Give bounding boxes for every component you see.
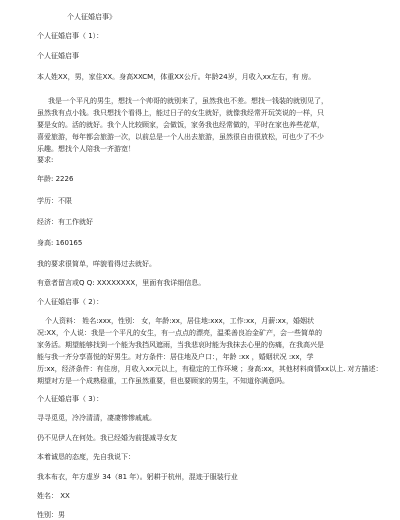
section-1-intro: 本人姓XX，男，家住XX。身高XXCM，体重XX公斤。年龄24岁，月收入xx左右，有 房。 xyxy=(37,73,316,81)
section-2-line: 期望对方是一个成熟稳重，工作虽然重要，但也要顾家的男生，不知道你满意吗。 xyxy=(37,377,289,385)
section-1-paragraph-line: 虽然我有点小钱。我只想找个看得上，能过日子的女生就好，就像我经常开玩笑说的一样，只 xyxy=(37,109,324,117)
section-2-heading: 个人征婚启事（ 2）： xyxy=(37,298,104,306)
section-1-paragraph-line: 要是女的。活的就好。我个人比较顾家，会做饭，家务我也经常做的，平时在家也养些花草， xyxy=(37,121,324,129)
section-3-line: 寻寻觅觅，冷冷清清，凄凄惨惨戚戚。 xyxy=(37,414,156,422)
section-2-line: 能与我一齐分享喜悦的好男生。对方条件：居住地及户口：，年龄 :xx ，婚姻状况 :xx，学 xyxy=(37,353,314,361)
requirements-label: 要求: xyxy=(37,156,54,164)
requirement-age: 年龄: 2226 xyxy=(37,175,74,183)
section-2-line: 家务活。期望能够找到一个能为我挡风遮雨，当我悲哀时能为我抹去心里的伤痛，在我高兴是 xyxy=(37,341,324,349)
document-title: 个人征婚启事》 xyxy=(67,13,116,21)
section-1-paragraph-line: 喜爱旅游，每年都会旅游一次，以前总是一个人出去旅游，虽然很自由很放松，可也少了不少 xyxy=(37,133,324,141)
section-1-paragraph-line: 我是一个平凡的男生，想找一个帅哥的就别来了，虽然我也不差。想找一钱装的就别见了， xyxy=(48,97,328,105)
section-2-line: 况:XX，个人说：我是一个平凡的女生，有一点点的漂亮，温柔善良冶金矿产，会一些简单的 xyxy=(37,329,322,337)
section-3-heading: 个人征婚启事（ 3）： xyxy=(37,395,104,403)
section-2-line: 个人资料： 姓名:xxx，性别： 女，年龄:xx，居住地:xxx，工作:xx，月薪:xx，婚姻状 xyxy=(45,317,314,325)
section-1-heading: 个人征婚启事（ 1）： xyxy=(37,32,104,40)
requirement-economy: 经济：有工作就好 xyxy=(37,218,93,226)
section-3-name: 姓名： XX xyxy=(37,492,70,500)
requirement-education: 学历：不限 xyxy=(37,197,72,205)
section-3-line: 本着诚恳的态度，先自我说下： xyxy=(37,453,135,461)
section-3-line: 我本布衣，年方虚岁 34（81 年）。躬耕于杭州，混迹于服装行业 xyxy=(37,473,238,481)
section-1-subheading: 个人征婚启事 xyxy=(37,52,79,60)
requirement-summary: 我的要求很简单，咩貌看得过去就好。 xyxy=(37,260,156,268)
section-1-paragraph-line: 乐趣。想找个人陪我一齐游宽！ xyxy=(37,145,135,153)
section-3-line: 仍不见伊人在何处。我已经婚为前提减寻女友 xyxy=(37,434,177,442)
contact-line: 有意者留言或Q Q: XXXXXXXX，里面有我详细信息。 xyxy=(37,279,206,287)
section-3-gender: 性别：男 xyxy=(37,511,65,519)
section-2-line: 历:xx，经济条件：有住房，月收入xx元以上，有稳定的工作环境 ；身高:xx，其他材料商情xx以上. 对方描述： xyxy=(37,365,383,373)
requirement-height: 身高: 160165 xyxy=(37,239,83,247)
